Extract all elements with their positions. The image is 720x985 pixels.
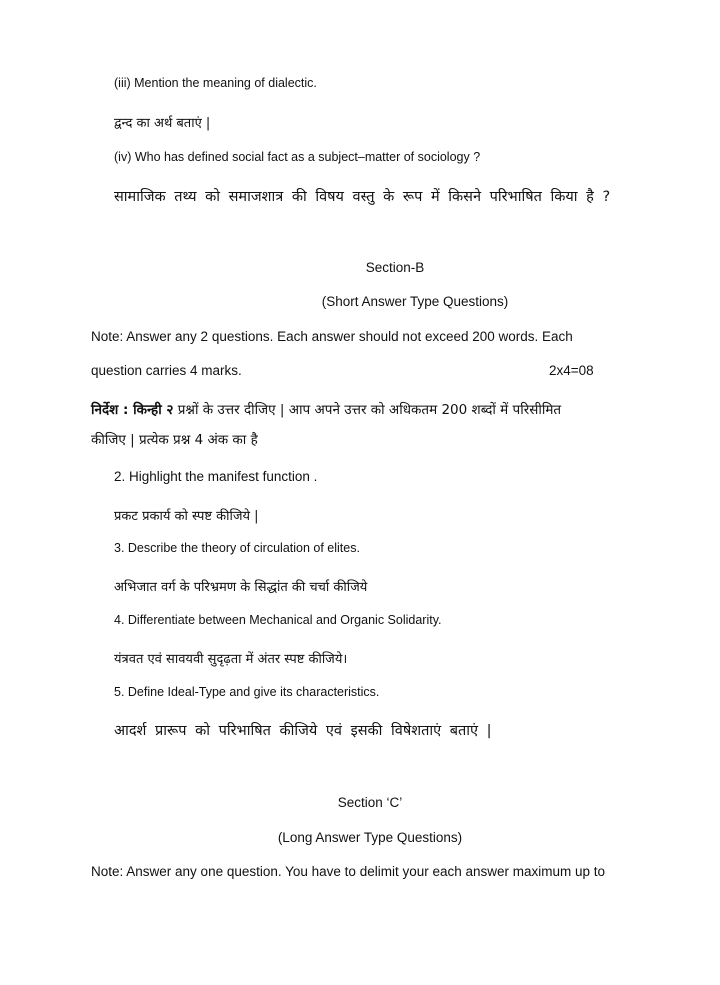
- question-4-hi: सामाजिक तथ्य को समाजशात्र की विषय वस्तु के रूप में किसने परिभाषित किया है ?: [114, 189, 611, 205]
- nirdesh-label: निर्देश : किन्ही २: [91, 402, 174, 418]
- question-3b-en: 3. Describe the theory of circulation of elites.: [114, 541, 360, 555]
- section-b-title: Section-B: [365, 260, 425, 275]
- question-2-en: 2. Highlight the manifest function .: [114, 469, 318, 484]
- section-c-title: Section ‘C’: [337, 795, 403, 810]
- nirdesh-text: प्रश्नों के उत्तर दीजिए | आप अपने उत्तर को अधिकतम 200 शब्दों में परिसीमित: [173, 402, 562, 418]
- section-c-subtitle: (Long Answer Type Questions): [277, 830, 463, 845]
- section-b-note-line-1: Note: Answer any 2 questions. Each answer should not exceed 200 words. Each: [91, 329, 573, 344]
- question-4b-en: 4. Differentiate between Mechanical and Organic Solidarity.: [114, 613, 442, 627]
- section-c-note-line-1: Note: Answer any one question. You have to delimit your each answer maximum up to: [91, 864, 606, 879]
- question-4-en: (iv) Who has defined social fact as a subject–matter of sociology ?: [114, 150, 481, 164]
- question-4b-hi: यंत्रवत एवं सावयवी सुदृढ़ता में अंतर स्पष्ट कीजिये।: [114, 652, 348, 667]
- section-b-nirdesh-line-1: [91, 400, 561, 418]
- question-2-hi: प्रकट प्रकार्य को स्पष्ट कीजिये |: [114, 509, 259, 524]
- question-3-hi: द्वन्द का अर्थ बताएं |: [114, 116, 211, 131]
- question-5-hi: आदर्श प्रारूप को परिभाषित कीजिये एवं इसकी विषेशताएं बताएं |: [114, 723, 492, 739]
- section-b-nirdesh-line-2: कीजिए | प्रत्येक प्रश्न 4 अंक का है: [91, 432, 258, 448]
- section-b-note-line-2: question carries 4 marks.: [91, 363, 242, 378]
- section-b-subtitle: (Short Answer Type Questions): [321, 294, 509, 309]
- question-3-en: (iii) Mention the meaning of dialectic.: [114, 76, 317, 90]
- section-b-marks: 2x4=08: [549, 363, 594, 378]
- question-5-en: 5. Define Ideal-Type and give its characteristics.: [114, 685, 380, 699]
- question-3b-hi: अभिजात वर्ग के परिभ्रमण के सिद्धांत की चर्चा कीजिये: [114, 580, 368, 595]
